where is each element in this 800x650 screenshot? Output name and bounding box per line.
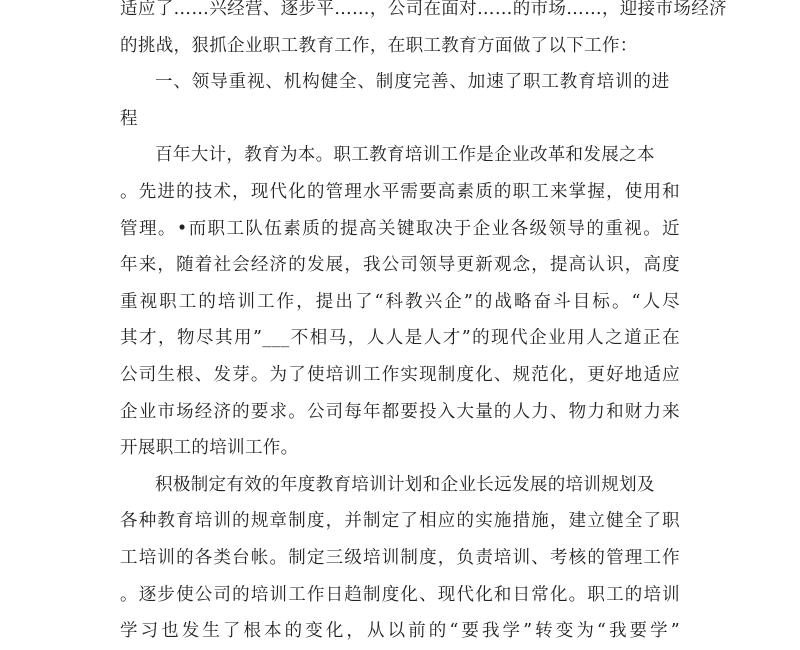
text-line: 其才，物尽其用”___不相马，人人是人才”的现代企业用人之道正在 [120, 328, 680, 349]
text-line: 工培训的各类台帐。制定三级培训制度，负责培训、考核的管理工作 [120, 547, 680, 568]
section-heading-continued: 程 [120, 108, 138, 129]
text-line: 公司生根、发芽。为了使培训工作实现制度化、规范化，更好地适应 [120, 364, 680, 385]
section-heading: 一、领导重视、机构健全、制度完善、加速了职工教育培训的进 [155, 72, 671, 93]
text-line: 学习也发生了根本的变化，从以前的“要我学”转变为“我要学” [120, 621, 680, 642]
text-line: 开展职工的培训工作。 [120, 438, 299, 459]
text-line: 。先进的技术，现代化的管理水平需要高素质的职工来掌握，使用和 [120, 181, 680, 202]
text-line: 重视职工的培训工作，提出了“科教兴企”的战略奋斗目标。“人尽 [120, 291, 680, 312]
text-line: 积极制定有效的年度教育培训计划和企业长远发展的培训规划及 [155, 474, 655, 495]
text-line: 的挑战，狠抓企业职工教育工作，在职工教育方面做了以下工作： [120, 35, 638, 56]
text-line: 适应了……兴经营、逐步平……，公司在面对……的市场……，迎接市场经济 [120, 0, 727, 19]
text-line: 。逐步使公司的培训工作日趋制度化、现代化和日常化。职工的培训 [120, 584, 680, 605]
document-body [120, 0, 727, 650]
text-line: 管理。•而职工队伍素质的提高关键取决于企业各级领导的重视。近 [120, 218, 680, 239]
text-line: 年来，随着社会经济的发展，我公司领导更新观念，提高认识，高度 [120, 255, 680, 276]
text-line: 各种教育培训的规章制度，并制定了相应的实施措施，建立健全了职 [120, 511, 680, 532]
text-line: 企业市场经济的要求。公司每年都要投入大量的人力、物力和财力来 [120, 401, 680, 422]
text-line: 百年大计，教育为本。职工教育培训工作是企业改革和发展之本 [155, 145, 655, 166]
